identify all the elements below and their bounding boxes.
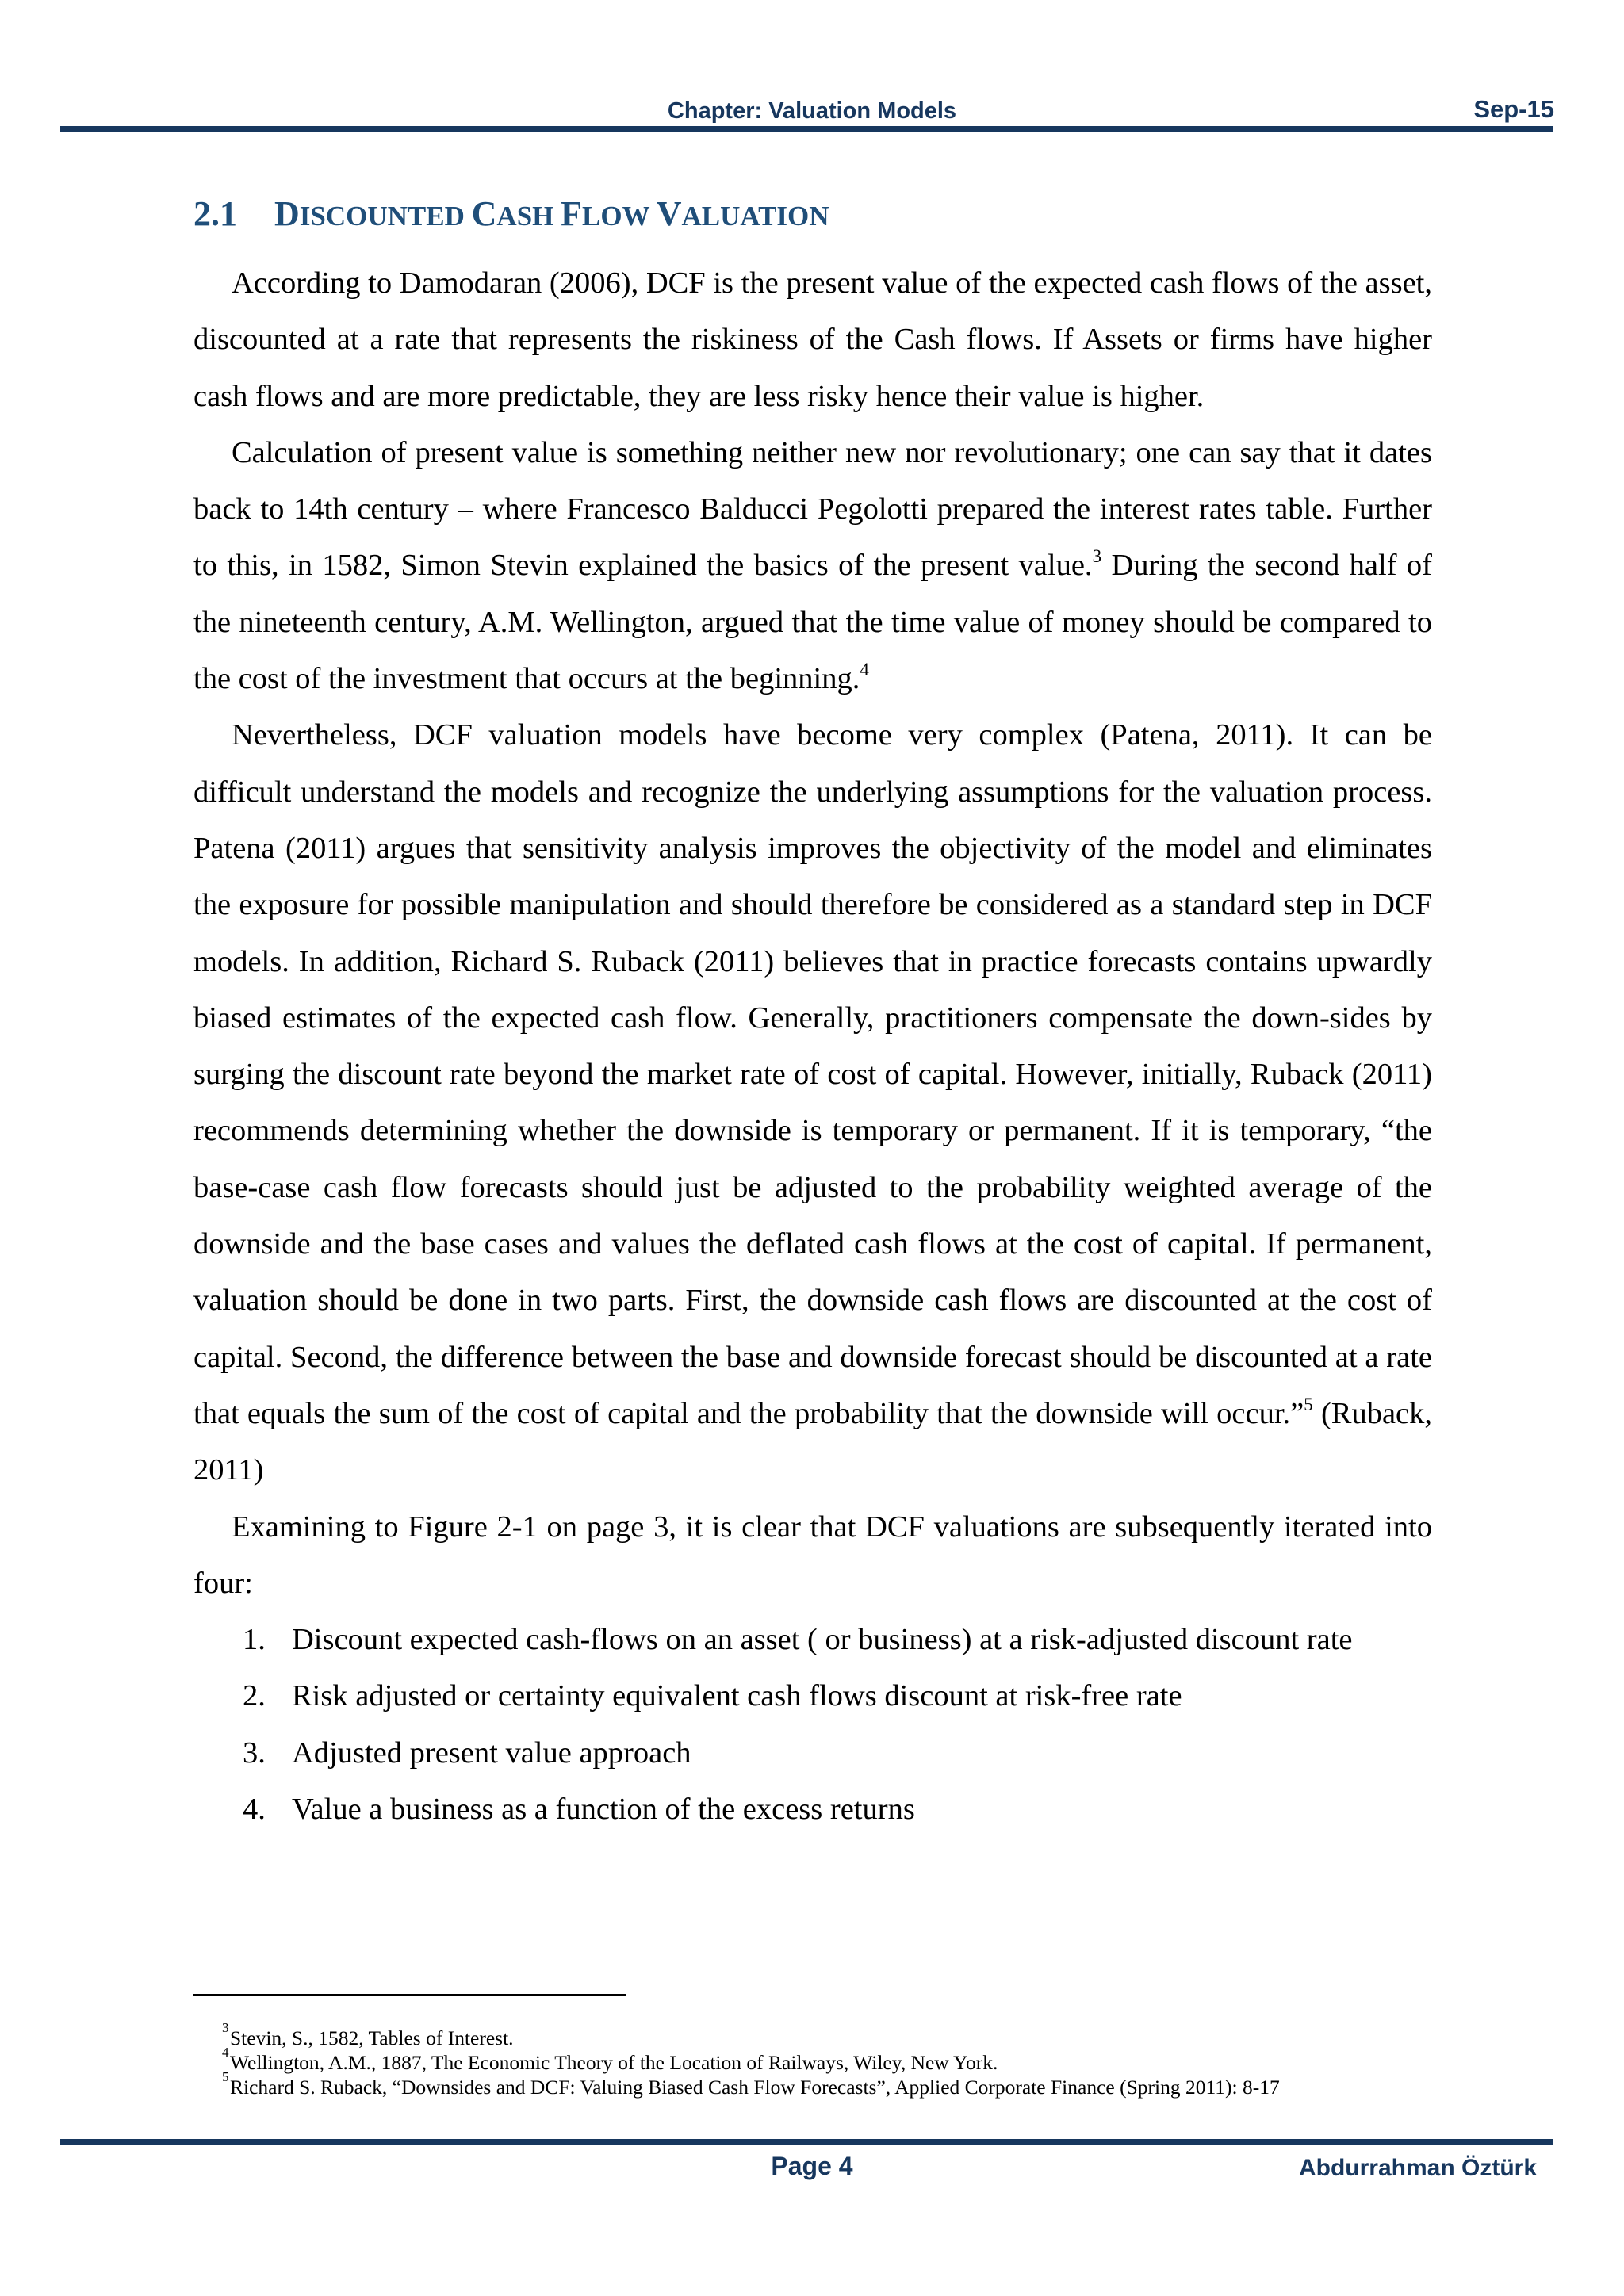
list-item [193,1781,1432,1838]
footnote-text: Wellington, A.M., 1887, The Economic Theory of the Location of Railways, Wiley, New York. [230,2051,998,2074]
page-number: Page 4 [771,2152,853,2180]
list-item-text: Discount expected cash-flows on an asset ( or business) at a risk-adjusted discount rate [292,1623,1353,1657]
header-date: Sep-15 [1473,95,1554,123]
footer-rule [60,2139,1553,2145]
paragraph-2-text-b: During the second half of the nineteenth century, A.M. Wellington, argued that the time value of money should be compared to the cost of the investment that occurs at the beginning. [193,549,1432,696]
list-item-number: 4. [243,1793,266,1827]
section-number: 2.1 [193,194,237,233]
section-heading [193,193,829,234]
list-item-text: Risk adjusted or certainty equivalent cash flows discount at risk-free rate [292,1679,1182,1713]
section-title-part: LOW [582,201,657,232]
paragraph-2-text-a: Calculation of present value is something neither new nor revolutionary; one can say that it dates back to 14th century – where Francesco Balducci Pegolotti prepared the interest rates table. Further to this, in 1582, Simon Stevin explained the basics of the present value. [193,435,1432,583]
list-item-number: 1. [243,1623,266,1657]
list-item-text: Value a business as a function of the excess returns [292,1793,915,1827]
section-title-part: ASH [496,201,561,232]
footnote-text: Richard S. Ruback, “Downsides and DCF: Valuing Biased Cash Flow Forecasts”, Applied Corporate Finance (Spring 2011): 8-17 [230,2076,1280,2099]
footnotes [222,2020,1499,2099]
list-item-text: Adjusted present value approach [292,1735,691,1770]
paragraph-3-text-b: (Ruback, 2011) [193,1396,1432,1487]
section-title-part: ISCOUNTED [299,201,472,232]
footnote-text: Stevin, S., 1582, Tables of Interest. [230,2026,514,2049]
body-text [193,255,1432,1838]
paragraph-4: Examining to Figure 2-1 on page 3, it is clear that DCF valuations are subsequently iterated into four: [193,1510,1432,1600]
list-item [193,1668,1432,1724]
footer-author: Abdurrahman Öztürk [1298,2155,1537,2181]
paragraph-2 [193,425,1432,707]
list-item [193,1612,1432,1668]
footnote [222,2020,1499,2050]
footnote-number: 3 [222,2020,229,2035]
list-item-number: 2. [243,1679,266,1713]
section-title-part: V [656,194,682,233]
list-item-number: 3. [243,1735,266,1770]
footnote-ref-5[interactable]: 5 [1304,1394,1313,1414]
section-title-part: C [471,194,497,233]
list-item [193,1725,1432,1781]
section-title-part: F [561,194,583,233]
header-rule [60,126,1553,132]
footnote [222,2045,1499,2075]
dcf-approaches-list [193,1612,1432,1838]
section-title-part: ALUATION [681,201,829,232]
footnote-number: 5 [222,2069,229,2084]
header-chapter-title: Chapter: Valuation Models [667,98,957,124]
footnote-number: 4 [222,2045,229,2060]
footnote [222,2069,1499,2099]
paragraph-1: According to Damodaran (2006), DCF is the present value of the expected cash flows of the asset, discounted at a rate that represents the riskiness of the Cash flows. If Assets or firms have higher cash flows and are more predictable, they are less risky hence their value is higher. [193,266,1432,413]
paragraph-3-text-a: Nevertheless, DCF valuation models have become very complex (Patena, 2011). It can be difficult understand the models and recognize the underlying assumptions for the valuation process. Patena (2011) argues that sensitivity analysis improves the objectivity of the model and eliminates the exposure for possible manipulation and should therefore be considered as a standard step in DCF models. In addition, Richard S. Ruback (2011) believes that in practice forecasts contains upwardly biased estimates of the expected cash flow. Generally, practitioners compensate the down-sides by surging the discount rate beyond the market rate of cost of capital. However, initially, Ruback (2011) recommends determining whether the downside is temporary or permanent. If it is temporary, “the base-case cash flow forecasts should just be adjusted to the probability weighted average of the downside and the base cases and values the deflated cash flows at the cost of capital. If permanent, valuation should be done in two parts. First, the downside cash flows are discounted at the cost of capital. Second, the difference between the base and downside forecast should be discounted at a rate that equals the sum of the cost of capital and the probability that the downside will occur.” [193,718,1432,1430]
paragraph-3 [193,707,1432,1498]
section-title-part: D [274,194,300,233]
footnote-separator [193,1994,626,1996]
footnote-ref-3[interactable]: 3 [1092,546,1102,567]
footnote-ref-4[interactable]: 4 [860,659,869,679]
